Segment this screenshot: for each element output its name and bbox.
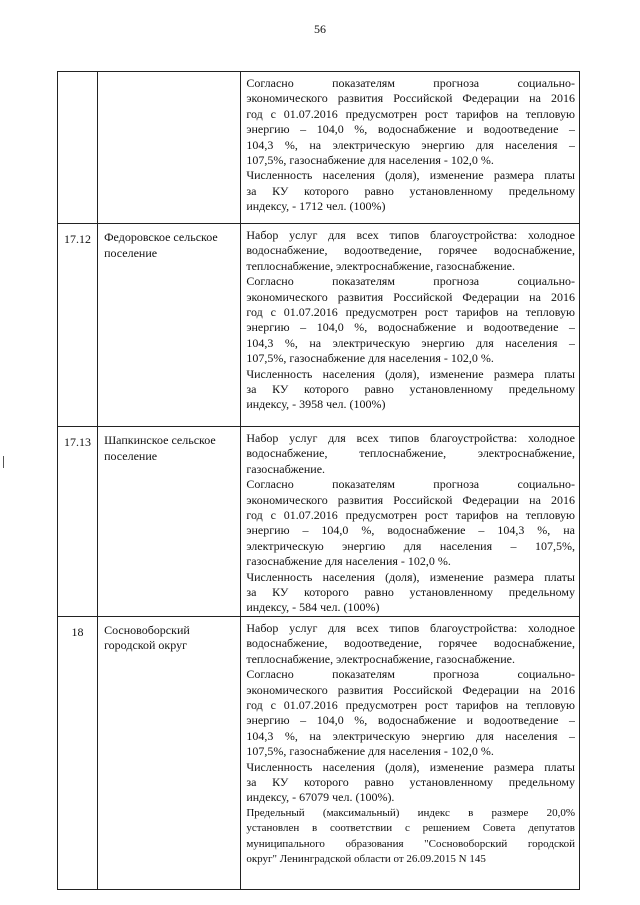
municipality-name-line: Шапкинское сельское bbox=[104, 433, 216, 447]
municipality-name bbox=[98, 427, 241, 617]
description-line: водоснабжение, водоотведение, горячее водоснабжение, bbox=[246, 243, 575, 258]
description-line: год с 01.07.2016 предусмотрен рост тарифов на тепловую bbox=[246, 697, 575, 712]
municipality-name bbox=[98, 616, 241, 889]
table-row bbox=[58, 427, 580, 617]
description-line: за КУ которого равно установленному предельному bbox=[246, 382, 575, 397]
row-description bbox=[241, 427, 580, 617]
row-number: 17.13 bbox=[58, 427, 98, 617]
municipality-name-line: городской округ bbox=[104, 638, 188, 653]
description-line: Набор услуг для всех типов благоустройства: холодное bbox=[246, 431, 575, 445]
description-line: 104,3 %, на электрическую энергию для населения – bbox=[246, 137, 575, 152]
table-row bbox=[58, 72, 580, 224]
description-line: индексу, - 67079 чел. (100%). bbox=[246, 790, 395, 805]
description-line: водоснабжение, водоотведение, горячее водоснабжение, bbox=[246, 636, 575, 651]
description-line: теплоснабжение, электроснабжение, газоснабжение. bbox=[246, 651, 515, 666]
description-line: Согласно показателям прогноза социально- bbox=[246, 76, 575, 90]
municipality-name-line: Федоровское сельское bbox=[104, 230, 218, 244]
description-line: 104,3 %, на электрическую энергию для населения – bbox=[246, 728, 575, 743]
margin-mark bbox=[3, 456, 4, 468]
description-line: индексу, - 584 чел. (100%) bbox=[246, 600, 380, 615]
description-line: Численность населения (доля), изменение размера платы bbox=[246, 759, 575, 774]
description-line: Согласно показателям прогноза социально- bbox=[246, 274, 575, 289]
description-line: Численность населения (доля), изменение размера платы bbox=[246, 366, 575, 381]
description-line: 104,3 %, на электрическую энергию для населения – bbox=[246, 335, 575, 350]
description-line: Набор услуг для всех типов благоустройства: холодное bbox=[246, 228, 575, 242]
description-line: энергию – 104,0 %, водоснабжение и водоотведение – bbox=[246, 320, 575, 335]
description-line: теплоснабжение, электроснабжение, газоснабжение. bbox=[246, 258, 515, 273]
municipality-name bbox=[98, 72, 241, 224]
row-description bbox=[241, 224, 580, 427]
description-line: Согласно показателям прогноза социально- bbox=[246, 477, 575, 492]
description-line: Численность населения (доля), изменение размера платы bbox=[246, 569, 575, 584]
description-line: за КУ которого равно установленному предельному bbox=[246, 183, 575, 198]
description-line: экономического развития Российской Федерации на 2016 bbox=[246, 289, 575, 304]
row-number: 18 bbox=[58, 616, 98, 889]
tariff-table bbox=[57, 71, 580, 890]
description-line: электрическую энергию для населения – 107,5%, bbox=[246, 538, 575, 553]
description-line: Согласно показателям прогноза социально- bbox=[246, 667, 575, 682]
description-line: за КУ которого равно установленному предельному bbox=[246, 585, 575, 600]
description-line: год с 01.07.2016 предусмотрен рост тарифов на тепловую bbox=[246, 508, 575, 523]
description-line: индексу, - 1712 чел. (100%) bbox=[246, 199, 386, 214]
municipality-name-line: поселение bbox=[104, 448, 158, 463]
description-line: Предельный (максимальный) индекс в размере 20,0% bbox=[246, 806, 575, 819]
table-row bbox=[58, 224, 580, 427]
municipality-name bbox=[98, 224, 241, 427]
description-line: энергию – 104,0 %, водоснабжение – 104,3 %, на bbox=[246, 523, 575, 538]
description-line: Набор услуг для всех типов благоустройства: холодное bbox=[246, 620, 575, 635]
municipality-name-line: Сосновоборский bbox=[104, 622, 190, 637]
description-line: индексу, - 3958 чел. (100%) bbox=[246, 397, 386, 412]
row-number bbox=[58, 72, 98, 224]
description-line: округ" Ленинградской области от 26.09.2015 N 145 bbox=[246, 852, 486, 865]
description-line: газоснабжение. bbox=[246, 461, 326, 476]
description-line: Численность населения (доля), изменение размера платы bbox=[246, 168, 575, 183]
description-line: за КУ которого равно установленному предельному bbox=[246, 774, 575, 789]
description-line: водоснабжение, теплоснабжение, электроснабжение, bbox=[246, 446, 575, 461]
row-description bbox=[241, 616, 580, 889]
description-line: экономического развития Российской Федерации на 2016 bbox=[246, 91, 575, 106]
description-line: год с 01.07.2016 предусмотрен рост тарифов на тепловую bbox=[246, 106, 575, 121]
description-line: энергию – 104,0 %, водоснабжение и водоотведение – bbox=[246, 713, 575, 728]
description-line: 107,5%, газоснабжение для населения - 102,0 %. bbox=[246, 744, 494, 759]
description-line: энергию – 104,0 %, водоснабжение и водоотведение – bbox=[246, 122, 575, 137]
municipality-name-line: поселение bbox=[104, 245, 158, 260]
description-line: установлен в соответствии с решением Совета депутатов bbox=[246, 822, 575, 835]
description-line: 107,5%, газоснабжение для населения - 102,0 %. bbox=[246, 153, 494, 168]
page-number: 56 bbox=[314, 22, 326, 36]
table-row bbox=[58, 616, 580, 889]
description-line: 107,5%, газоснабжение для населения - 102,0 %. bbox=[246, 351, 494, 366]
description-line: год с 01.07.2016 предусмотрен рост тарифов на тепловую bbox=[246, 305, 575, 320]
description-line: экономического развития Российской Федерации на 2016 bbox=[246, 682, 575, 697]
row-number: 17.12 bbox=[58, 224, 98, 427]
description-line: муниципального образования "Сосновоборский городской bbox=[246, 837, 575, 850]
description-line: экономического развития Российской Федерации на 2016 bbox=[246, 492, 575, 507]
row-description bbox=[241, 72, 580, 224]
description-line: газоснабжение для населения - 102,0 %. bbox=[246, 554, 451, 569]
